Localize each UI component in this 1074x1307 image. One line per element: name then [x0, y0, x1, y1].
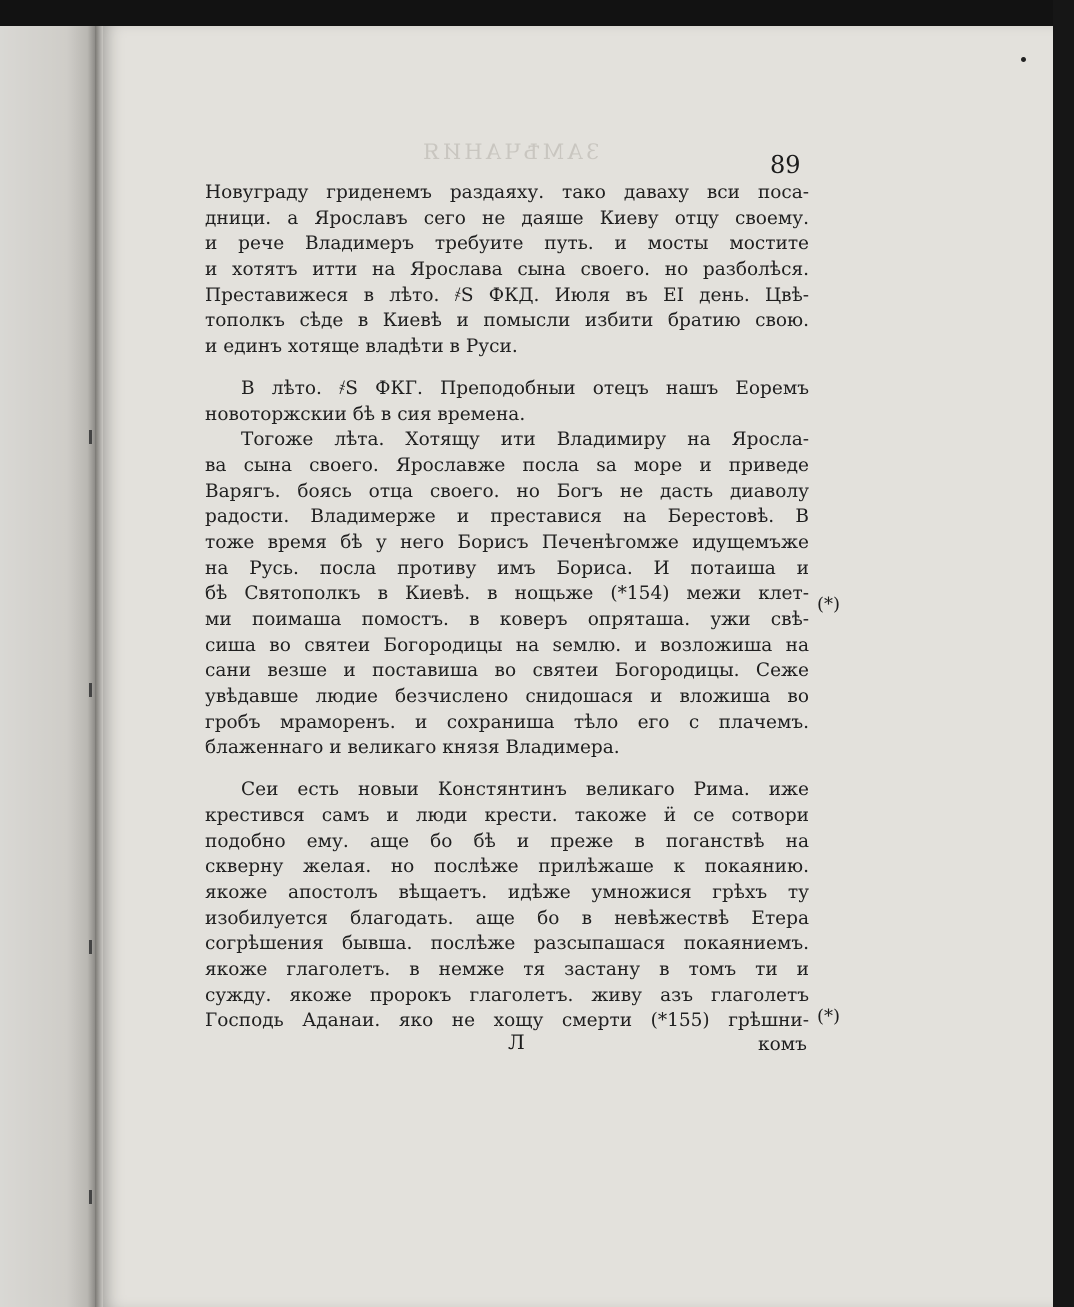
text-line: якоже апостолъ вѣщаетъ. идѣже умножися грѣхъ ту: [205, 881, 809, 903]
binding-mark: [89, 940, 92, 954]
footnote-marker: (*): [817, 1006, 841, 1027]
text-line: и рече Владимеръ требуите путь. и мосты мостите: [205, 233, 809, 255]
text-line: радости. Владимерже и преставися на Берестовѣ. В: [205, 506, 809, 528]
text-line: якоже глаголетъ. в немже тя застану в томъ ти и: [205, 958, 809, 980]
text-line: сужду. якоже пророкъ глаголетъ. живу азъ глаголетъ: [205, 984, 809, 1006]
text-line: В лѣто. ҂Ѕ ФКГ. Преподобныи отецъ нашъ Еоремъ: [241, 377, 809, 399]
text-line: ва сына своего. Ярославже посла ѕа море и приведе: [205, 454, 809, 476]
bleed-through-text: ЗАМѢЧАНИЯ: [420, 140, 600, 164]
text-line: ми поимаша помостъ. в коверъ опряташа. ужи свѣ-: [205, 609, 809, 630]
text-line: и хотятъ итти на Ярослава сына своего. но разболѣся.: [205, 259, 809, 281]
text-line: подобно ему. аще бо бѣ и преже в поганствѣ на: [205, 830, 809, 852]
text-line: скверну желая. но послѣже прилѣжаше к покаянию.: [205, 856, 809, 878]
scan-top-border: [0, 0, 1074, 26]
scan-right-border: [1053, 0, 1074, 1307]
text-line: Тогоже лѣта. Хотящу ити Владимиру на Яросла-: [241, 429, 809, 451]
text-line: новоторжскии бѣ в сия времена.: [205, 403, 526, 425]
binding-mark: [89, 430, 92, 444]
text-line: блаженнаго и великаго князя Владимера.: [205, 737, 620, 759]
text-line: Варягъ. боясь отца своего. но Богъ не дасть диаволу: [205, 480, 809, 502]
page-number: 89: [770, 151, 801, 179]
text-line: согрѣшения бывша. послѣже разсыпашася покаяниемъ.: [205, 933, 809, 955]
body-text: [205, 180, 809, 1034]
facing-page-edge: [0, 26, 95, 1307]
binding-mark: [89, 1190, 92, 1204]
binding-mark: [89, 683, 92, 697]
text-line: дници. а Ярославъ сего не даяше Киеву отцу своему.: [205, 207, 809, 229]
text-line: Сеи есть новыи Констянтинъ великаго Рима. иже: [241, 779, 809, 801]
text-line: изобилуется благодать. аще бо в невѣжествѣ Етера: [205, 907, 809, 929]
text-line: увѣдавше людие безчислено снидошася и вложиша во: [205, 686, 809, 708]
text-line: сиша во святеи Богородицы на ѕемлю. и возложиша на: [205, 634, 809, 656]
text-line: Господь Аданаи. яко не хощу смерти (*155) грѣшни-: [205, 1010, 809, 1032]
page-speck: [1021, 57, 1026, 62]
text-line: сани везше и поставиша во святеи Богородицы. Сеже: [205, 660, 809, 682]
text-line: тополкъ сѣде в Киевѣ и помысли избити братию свою.: [205, 310, 809, 332]
text-line: и единъ хотяще владѣти в Руси.: [205, 336, 518, 358]
text-line: бѣ Святополкъ в Киевѣ. в нощьже (*154) межи клет-: [205, 583, 809, 605]
catchword: комъ: [758, 1034, 807, 1055]
text-line: Новуграду гриденемъ раздаяху. тако даваху вси поса-: [205, 182, 809, 203]
book-gutter: [95, 26, 103, 1307]
text-line: тоже время бѣ у него Борисъ Печенѣгомже идущемъже: [205, 531, 809, 553]
text-line: на Русь. посла противу имъ Бориса. И потаиша и: [205, 557, 809, 579]
text-line: гробъ мраморенъ. и сохраниша тѣло его с плачемъ.: [205, 711, 809, 733]
text-line: крестився самъ и люди крести. такоже ӥ се сотвори: [205, 804, 809, 826]
footnote-marker: (*): [817, 594, 841, 615]
text-line: Преставижеся в лѣто. ҂Ѕ ФКД. Июля въ ЕІ день. Цвѣ-: [205, 284, 809, 306]
signature-mark: Л: [508, 1030, 525, 1054]
